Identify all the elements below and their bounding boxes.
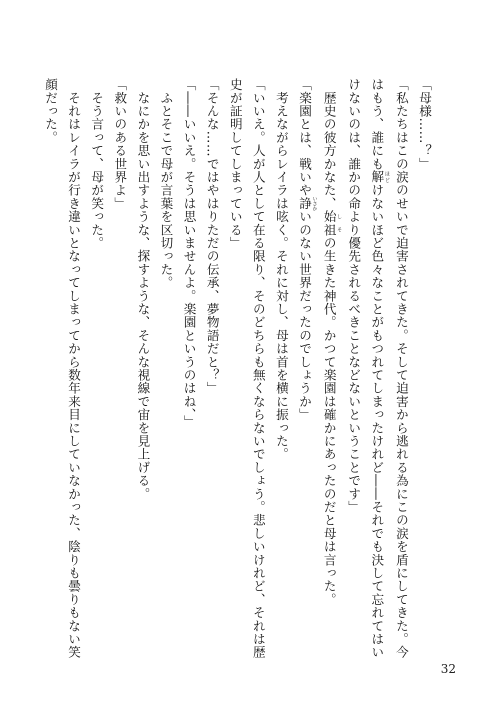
text-line-12: ふとそこで母が言葉を区切った。 [158, 78, 174, 290]
text-line-6: 「楽園とは、戦いや諍 いさかいのない世界だったのでしょうか」 [297, 78, 318, 422]
text-line-3: はもう、誰にも解 ほどけないほど色々なことがもつれてしまったけれど――それでも決して忘れてはい [369, 78, 390, 659]
text-line-9: 史が証明してしまっている」 [227, 78, 243, 250]
ruby-tokeru: 解 ほど [369, 170, 390, 184]
text-line-17: 顔だった。 [43, 78, 58, 144]
vertical-text-block [43, 78, 436, 678]
ruby-shiso: 始祖 しそ [321, 210, 343, 237]
text-line-10: 「そんな……ではやはりただの伝承、夢物語だと？」 [204, 78, 220, 395]
text-line-2: 「私たちはこの涙のせいで迫害されてきた。そして迫害から逃れる為にこの涙を盾にしてきた。今 [393, 78, 409, 659]
text-line-7: 考えながらレイラは呟く。それに対し、母は首を横に振った。 [273, 78, 289, 461]
page-number: 32 [440, 662, 456, 676]
text-line-4: けないのは、誰かの命より優先されるべきことなどないということです」 [346, 78, 362, 514]
text-line-11: 「――いいえ。そうは思いませんよ。楽園というのはね、」 [181, 78, 197, 429]
text-line-8: 「いいえ。人が人として在る限り、そのどちらも無くならないでしょう。悲しいけれど、それは歴 [250, 78, 266, 659]
text-line-5: 歴史の彼方かなた、始祖 しその生きた神代。かつて楽園は確かにあったのだと母は言った。 [321, 78, 343, 607]
text-line-14: 「救いのある世界よ」 [112, 78, 128, 210]
text-line-1: 「母様……？」 [417, 78, 432, 171]
text-line-15: そう言って、母が笑った。 [89, 78, 105, 250]
text-line-13: なにかを思い出すような、探すような、そんな視線で宙を見上げる。 [135, 78, 151, 501]
text-line-16: それはレイラが行き違いとなってしまってから数年来目にしていなかった、陰りも曇りもない笑 [66, 78, 82, 659]
ruby-arasoi: 諍 いさか [297, 195, 318, 211]
